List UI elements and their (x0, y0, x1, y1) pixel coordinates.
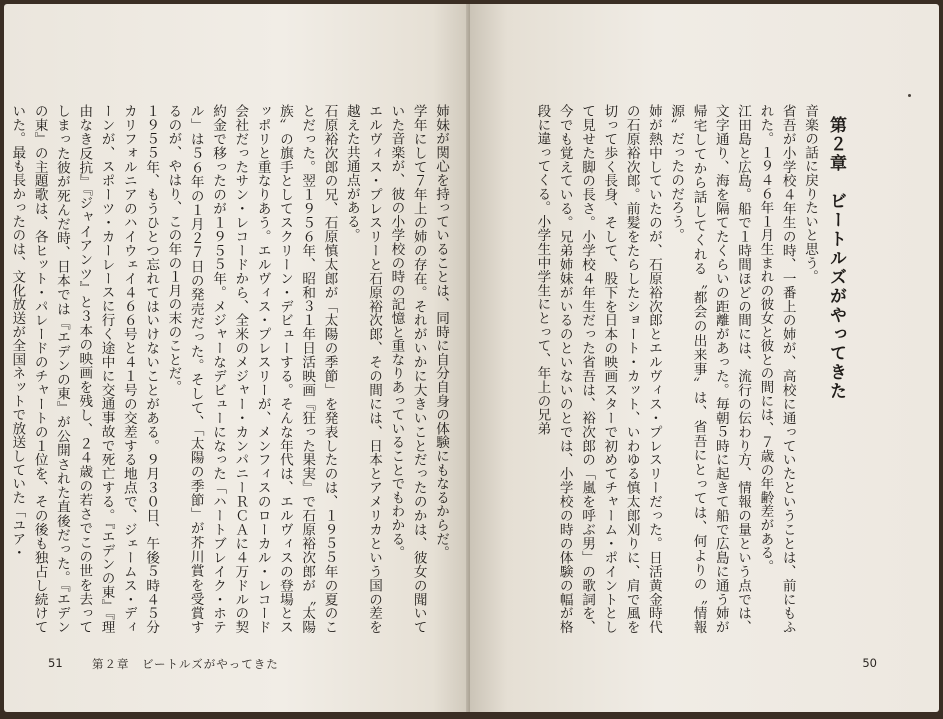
left-page-number: 51 (48, 656, 63, 670)
page-speck (908, 94, 911, 97)
left-page-body-text: 姉妹が関心を持っていることは、同時に自分自身の体験にもなるからだ。 学年にして７年上の姉の存在。それがいかに大きいことだったのかは、彼女の聞いていた音楽が、彼の小学校の時の記憶と重なりあっていることでもわかる。 エルヴィス・プレスリーと石原裕次郎、その間には、日本とアメリカという国の差を越えた共通点がある。 石原裕次郎の兄、石原慎太郎が「太陽の季節」を発表したのは、１９５５年の夏のことだった。翌１９５６年、昭和３１年日活映画『狂った果実』で石原裕次郎が〝太陽族〟の旗手としてスクリーン・デビューする。そんな年代は、エルヴィスの登場とスッポリと重なりあう。エルヴィス・プレスリーが、メンフィスのローカル・レコード会社だったサン・レコードから、全米のメジャー・カンパニーＲＣＡに４万ドルの契約金で移ったのが１９５５年。メジャーなデビューになった「ハートブレイク・ホテル」は５６年の１月２７日の発売だった。そして、「太陽の季節」が芥川賞を受賞するのが、やはり、この年の１月の末のことだ。 １９５５年、もうひとつ忘れてはいけないことがある。９月３０日、午後５時４５分カリフォルニアのハイウェイ４６６号と４１号の交差する地点で、ジェームス・ディーンが、スポーツ・カーレースに行く途中に交通事故で死亡する。『エデンの東』『理由なき反抗』『ジャイアンツ』と３本の映画を残し、２４歳の若さでこの世を去ってしまった彼が死んだ時、日本では『エデンの東』が公開された直後だった。『エデンの東』の主題歌は、各ヒット・パレードのチャートの１位を、その後も独占し続けていた。最も長かったのは、文化放送が全国ネットで放送していた「ユア・ (9, 104, 449, 634)
running-head: 第２章 ビートルズがやってきた (92, 657, 279, 671)
chapter-heading: 第２章 ビートルズがやってきた (826, 116, 846, 401)
left-page (4, 4, 470, 712)
right-page-number: 50 (862, 656, 877, 670)
right-page-body-text: 音楽の話に戻りたいと思う。 省吾が小学校４年生の時、一番上の姉が、高校に通っていたということは、前にもふれた。１９４６年１月生まれの彼女と彼との間には、７歳の年齢差がある。 江田島と広島。船で１時間ほどの間には、流行の伝わり方、情報の量という点では、文字通り、海を隔てたくらいの距離があった。毎朝５時に起きて船で広島に通う姉が帰宅してから話してくれる〝都会の出来事〟は、省吾にとっては、何よりの〝情報源〟だったのだろう。 姉が熱中していたのが、石原裕次郎とエルヴィス・プレスリーだった。日活黄金時代の石原裕次郎。前髪をたらしたショート・カット、いわゆる慎太郎刈りに、肩で風を切って歩く長身、そして、股下を日本の映画スターで初めてチャーム・ポイントとして見せた脚の長さ。小学校４年生だった省吾は、裕次郎の「嵐を呼ぶ男」の歌詞を、今でも覚えている。兄弟姉妹がいるのといないのとでは、小学校の時の体験の幅が格段に違ってくる。小学生中学生にとって、年上の兄弟 (534, 104, 818, 634)
right-page (470, 4, 939, 712)
